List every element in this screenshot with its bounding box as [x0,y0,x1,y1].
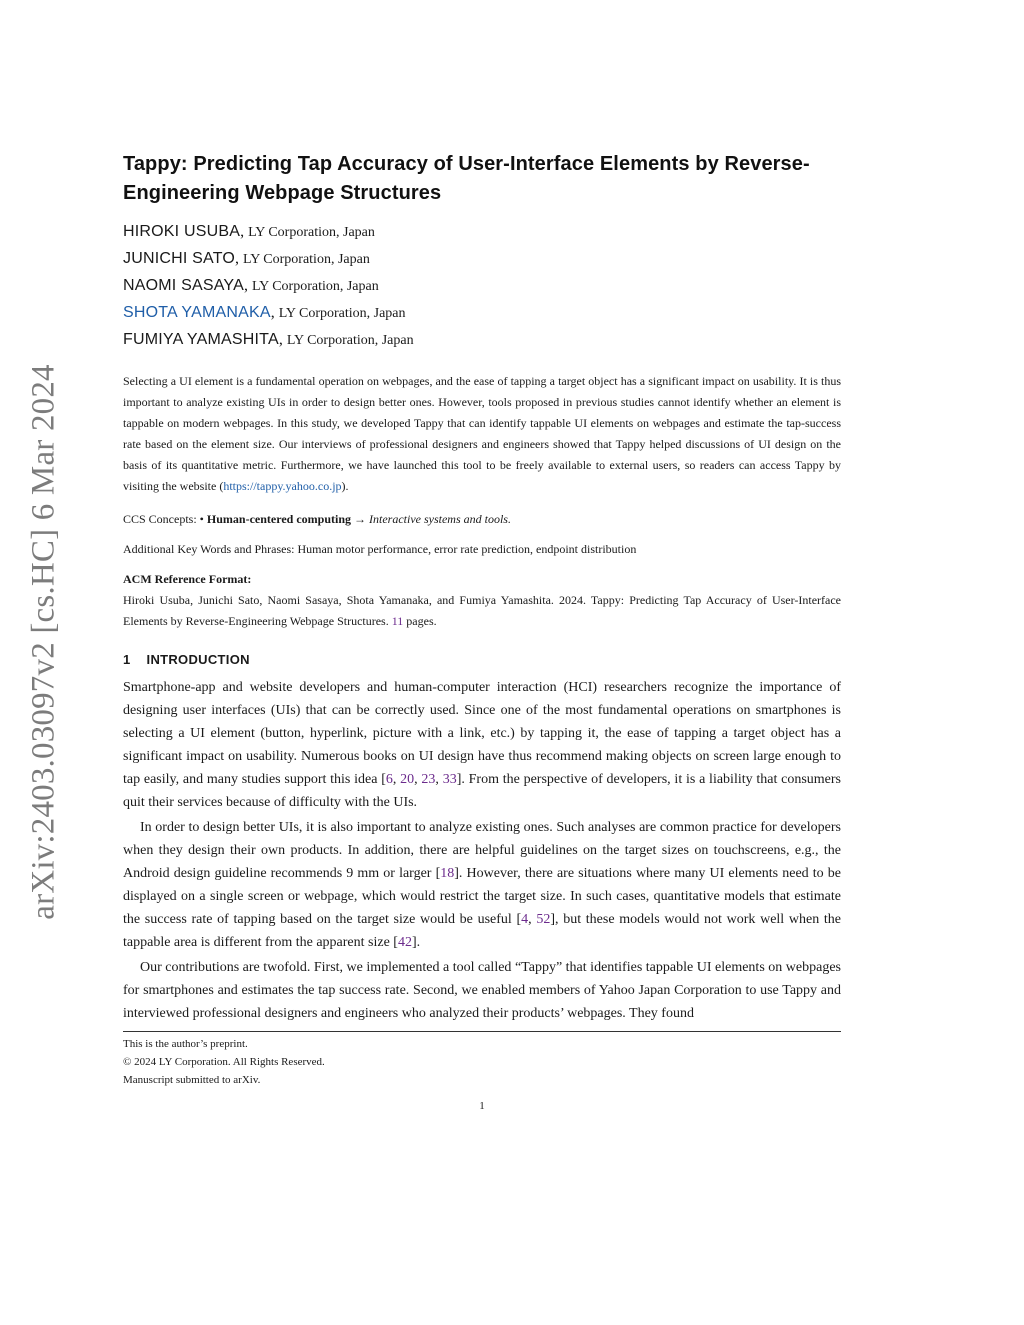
abstract-tail: ). [341,479,349,493]
paragraph-text: ], but these models would not work well when the tappable area is different from the apparent size [ [123,912,842,950]
author-name-link[interactable]: SHOTA YAMANAKA [123,304,271,321]
keywords: Additional Key Words and Phrases: Human motor performance, error rate prediction, endpoint distribution [123,542,637,556]
author-affiliation: LY Corporation, Japan [251,279,379,294]
footnote: © 2024 LY Corporation. All Rights Reserved. [123,1056,325,1068]
paragraph-text: ]. From the perspective of developers, it is a liability that consumers quit their services because of difficulty with the UIs. [123,772,842,810]
body-paragraph: Our contributions are twofold. First, we implemented a tool called “Tappy” that identifies tappable UI elements on webpages for smartphones and estimates the tap success rate. Second, we enabled members of Yahoo Japan Corporation to use Tappy and interviewed professional designers and engineers who analyzed their products’ webpages. They found [123,960,841,1021]
section-heading [123,652,841,667]
paragraph-text: ]. [411,935,421,950]
author-name: FUMIYA YAMASHITA [123,331,279,348]
author-name: HIROKI USUBA [123,223,241,240]
citation-link[interactable]: 42 [397,935,412,950]
author-affiliation: LY Corporation, Japan [286,333,414,348]
footnote: This is the author’s preprint. [123,1038,248,1050]
ccs-arrow: → [354,512,366,526]
tappy-website-link[interactable]: https://tappy.yahoo.co.jp [223,479,342,493]
acm-reference-heading: ACM Reference Format: [123,572,252,586]
footnotes [123,1035,841,1089]
page-count-link[interactable]: 11 [391,614,404,628]
paragraph-text: ]. However, there are situations where many UI elements need to be displayed on a single screen or webpage, which would restrict the target size. In such cases, quantitative models that estimate the success rate of tapping based on the target size would be useful [ [123,866,841,927]
ccs-concepts [123,509,841,530]
section-title: INTRODUCTION [146,652,250,667]
author-name: NAOMI SASAYA [123,277,244,294]
body-paragraph: Smartphone-app and website developers and human-computer interaction (HCI) researchers recognize the importance of designing user interfaces (UIs) that can be correctly used. Since one of the most fundamental operations on smartphones is selecting a UI element (button, hyperlink, picture with a link, etc.) by tapping it, the ease of tapping a target object has a significant impact on usability. Numerous books on UI design have thus recommend making objects on screen large enough to tap easily, and many studies support this idea [6, 20, 23, 33]. From the perspective of developers, it is a liability that consumers quit their services because of difficulty with the UIs. [123,680,842,810]
page-number: 1 [479,1100,485,1112]
citation-link[interactable]: 23 [421,772,436,787]
citation-link[interactable]: 52 [536,912,551,927]
acm-reference-body [123,590,841,632]
footnote: Manuscript submitted to arXiv. [123,1074,261,1086]
citation-link[interactable]: 33 [442,772,457,787]
ccs-italic: Interactive systems and tools. [369,512,511,526]
abstract [123,371,841,497]
author-entry: HIROKI USUBA , LY Corporation, Japan [123,223,375,240]
abstract-text: Selecting a UI element is a fundamental operation on webpages, and the ease of tapping a target object has a significant impact on usability. It is thus important to analyze existing UIs in order to design better ones. However, tools proposed in previous studies cannot identify whether an element is tappable on modern webpages. In this study, we developed Tappy that can identify tappable UI elements on webpages and estimate the tap-success rate based on the element size. Our interviews of professional designers and engineers showed that Tappy helped discussions of UI design on the basis of its quantitative metric. Furthermore, we have launched this tool to be freely available to external users, so readers can access Tappy by visiting the website ( [123,374,841,493]
author-entry: SHOTA YAMANAKA , LY Corporation, Japan [123,304,406,321]
author-name: JUNICHI SATO [123,250,236,267]
body-paragraph: In order to design better UIs, it is also important to analyze existing ones. Such analyses are common practice for developers when they design their own products. In addition, there are helpful guidelines on the target sizes on touchscreens, e.g., the Android design guideline recommends 9 mm or larger [18]. However, there are situations where many UI elements need to be displayed on a single screen or webpage, which would restrict the target size. In such cases, quantitative models that estimate the success rate of tapping based on the target size would be useful [4, 52], but these models would not work well when the tappable area is different from the apparent size [42]. [123,820,842,950]
paragraph-text: In order to design better UIs, it is also important to analyze existing ones. Such analyses are common practice for developers when they design their own products. In addition, there are helpful guidelines on the target sizes on touchscreens, e.g., the Android design guideline recommends 9 mm or larger [ [123,820,841,881]
section-number: 1 [123,652,131,667]
author-entry: FUMIYA YAMASHITA , LY Corporation, Japan [123,331,414,348]
arxiv-id: arXiv:2403.03097v2 [cs.HC] 6 Mar 2024 [25,364,62,920]
author-list [123,223,841,358]
paper-title: Tappy: Predicting Tap Accuracy of User-Interface Elements by Reverse-Engineering Webpage Structures [123,153,810,204]
citation-link[interactable]: 4 [521,912,529,927]
author-affiliation: LY Corporation, Japan [243,252,370,267]
citation-link[interactable]: 6 [385,772,393,787]
arxiv-stamp [16,355,72,930]
ccs-bold: Human-centered computing [206,512,351,526]
citation-link[interactable]: 18 [440,866,455,881]
acm-reference-text: Hiroki Usuba, Junichi Sato, Naomi Sasaya, Shota Yamanaka, and Fumiya Yamashita. 2024. Tappy: Predicting Tap Accuracy of User-Interface Elements by Reverse-Engineering Webpage Structures. [123,593,841,628]
section-body [123,676,841,1025]
ccs-label: CCS Concepts: • [123,512,204,526]
paper-page [123,150,841,1089]
footnote-divider [123,1031,841,1032]
citation-link[interactable]: 20 [400,772,415,787]
author-entry: JUNICHI SATO , LY Corporation, Japan [123,250,370,267]
author-affiliation: LY Corporation, Japan [248,225,375,240]
paragraph-text: Smartphone-app and website developers and human-computer interaction (HCI) researchers recognize the importance of designing user interfaces (UIs) that can be correctly used. Since one of the most fundamental operations on smartphones is selecting a UI element (button, hyperlink, picture with a link, etc.) by tapping it, the ease of tapping a target object has a significant impact on usability. Numerous books on UI design have thus recommend making objects on screen large enough to tap easily, and many studies support this idea [ [123,680,841,787]
pages-label: pages. [406,614,437,628]
author-entry: NAOMI SASAYA , LY Corporation, Japan [123,277,379,294]
author-affiliation: LY Corporation, Japan [278,306,406,321]
